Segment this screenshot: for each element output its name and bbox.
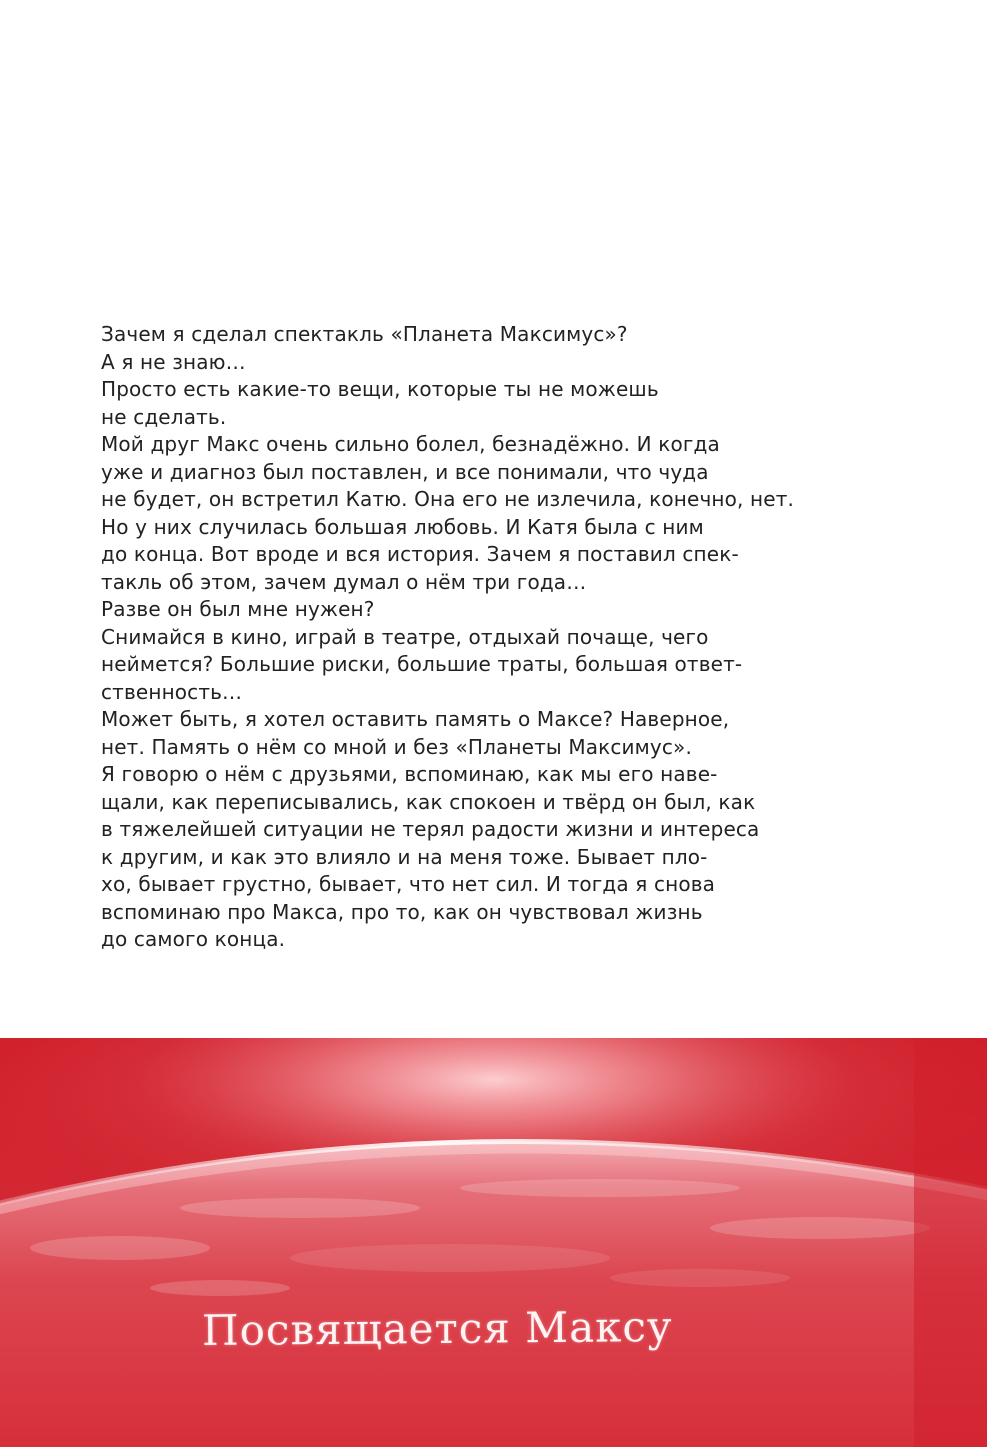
planet-horizon-illustration xyxy=(0,1038,987,1447)
text-line: хо, бывает грустно, бывает, что нет сил. И тогда я снова xyxy=(101,872,716,896)
text-line: ственность… xyxy=(101,679,243,704)
text-line: щали, как переписывались, как спокоен и твёрд он был, как xyxy=(101,789,756,814)
text-line: Но у них случилась большая любовь. И Катя была с ним xyxy=(101,514,704,539)
planet-image-band xyxy=(0,1038,987,1447)
text-line: уже и диагноз был поставлен, и все понимали, что чуда xyxy=(101,459,709,484)
text-line: к другим, и как это влияло и на меня тоже. Бывает пло- xyxy=(101,844,708,869)
text-line: не сделать. xyxy=(101,404,227,429)
text-line: до самого конца. xyxy=(101,927,286,951)
text-line: А я не знаю… xyxy=(101,349,246,374)
foreword-text xyxy=(101,321,795,954)
text-line: нет. Память о нём со мной и без «Планеты Максимус». xyxy=(101,734,692,759)
text-line: Может быть, я хотел оставить память о Максе? Наверное, xyxy=(101,707,730,731)
text-line: Снимайся в кино, играй в театре, отдыхай почаще, чего xyxy=(101,624,709,649)
text-line: Я говорю о нём с друзьями, вспоминаю, как мы его наве- xyxy=(101,762,718,786)
text-line: Разве он был мне нужен? xyxy=(101,597,375,621)
text-line: такль об этом, зачем думал о нём три года… xyxy=(101,569,587,594)
text-line: Мой друг Макс очень сильно болел, безнадёжно. И когда xyxy=(101,432,720,456)
text-line: Зачем я сделал спектакль «Планета Максимус»? xyxy=(101,322,628,346)
text-line: Просто есть какие-то вещи, которые ты не можешь xyxy=(101,377,659,401)
text-line: вспоминаю про Макса, про то, как он чувствовал жизнь xyxy=(101,899,703,924)
text-line: в тяжелейшей ситуации не терял радости жизни и интереса xyxy=(101,817,760,841)
text-line: до конца. Вот вроде и вся история. Зачем я поставил спек- xyxy=(101,542,739,566)
text-line: не будет, он встретил Катю. Она его не излечила, конечно, нет. xyxy=(101,487,795,511)
dedication-title: Посвящается Максу xyxy=(201,1301,673,1356)
text-line: неймется? Большие риски, большие траты, большая ответ- xyxy=(101,652,743,676)
